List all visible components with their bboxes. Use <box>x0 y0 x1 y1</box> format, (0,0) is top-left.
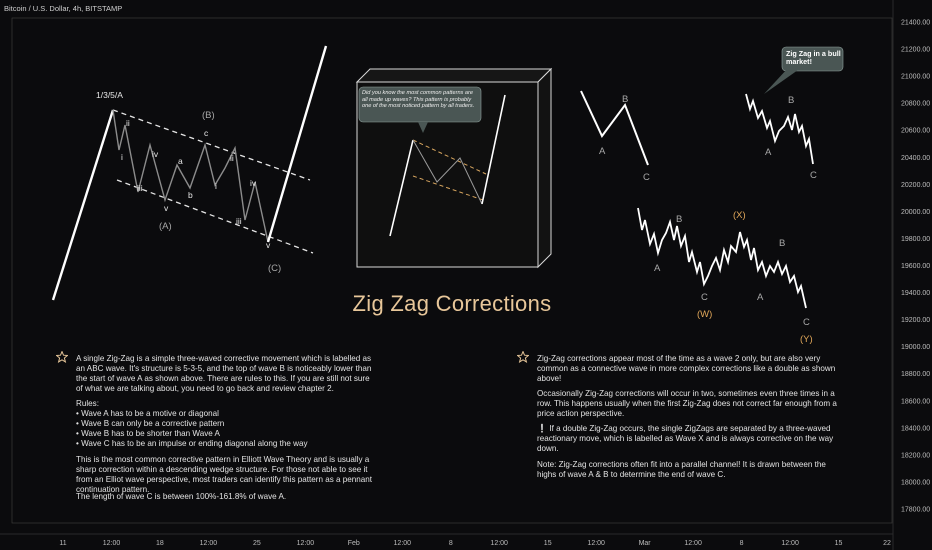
sub-label: ii <box>230 153 234 163</box>
time-tick-label: Mar <box>638 540 651 547</box>
time-tick-label: 11 <box>59 540 67 547</box>
price-tick-label: 18600.00 <box>901 398 931 406</box>
sub-label: iii <box>137 183 143 193</box>
time-tick-label: 12:00 <box>199 540 218 547</box>
time-tick-label: 22 <box>883 540 891 547</box>
time-tick-label: 18 <box>156 540 164 547</box>
sub-label: i <box>215 181 217 191</box>
box-top-face <box>357 69 551 82</box>
dz-label-w: (W) <box>697 309 713 320</box>
dz-label-y: (Y) <box>800 334 813 345</box>
left-paragraph-1: A single Zig-Zag is a simple three-waved corrective movement which is labelled as an ABC wave. It's structure is 5-3-5, and the top of wave B is noticeably lower than the start of wave A as shown above. There are rules to this. If you are still not sure of what we are talking about, you need to go back and review chapter 2. <box>76 354 374 393</box>
price-tick-label: 19000.00 <box>901 344 931 352</box>
small-pattern-2 <box>746 47 843 181</box>
time-tick-label: 12:00 <box>587 540 605 547</box>
dz-label-x: (X) <box>733 210 746 221</box>
time-tick-label: 12:00 <box>684 540 702 547</box>
star-icon <box>56 351 68 363</box>
time-tick-label: Feb <box>347 540 360 547</box>
dz-label-b2: B <box>779 238 786 249</box>
time-tick-label: 8 <box>448 540 453 547</box>
double-zigzag <box>638 208 813 345</box>
price-tick-label: 17800.00 <box>901 506 931 514</box>
rule-item: • Wave C has to be an impulse or ending diagonal along the way <box>76 439 308 448</box>
sub-label: b <box>188 190 193 200</box>
price-axis[interactable] <box>901 20 930 514</box>
double-zigzag-path <box>638 208 806 308</box>
bull-bubble-tail <box>764 68 798 94</box>
price-tick-label: 19600.00 <box>901 263 931 270</box>
price-tick-label: 18400.00 <box>901 425 931 433</box>
right-paragraph-3: ❕ If a double Zig-Zag occurs, the single ZigZags are separated by a three-waved reactionary move, which is labelled as Wave X and is always corrective on the way down. <box>537 424 836 453</box>
dz-label-c1: C <box>701 292 708 303</box>
star-icon <box>517 351 529 363</box>
price-tick-label: 20200.00 <box>901 181 931 189</box>
dz-label-a2: A <box>757 292 764 303</box>
price-tick-label: 19200.00 <box>901 317 931 325</box>
label-1-3-5-a: 1/3/5/A <box>96 90 123 100</box>
label-big-b: (B) <box>202 110 215 121</box>
right-paragraph-4: Note: Zig-Zag corrections often fit into a parallel channel! It is drawn between the highs of wave A & B to determine the end of wave C. <box>537 460 829 479</box>
time-axis[interactable] <box>59 540 891 547</box>
price-tick-label: 19800.00 <box>901 235 931 243</box>
time-tick-label: 25 <box>253 540 261 547</box>
pattern-1-path <box>581 91 648 165</box>
price-tick-label: 18800.00 <box>901 371 931 379</box>
main-pattern <box>53 46 326 300</box>
pattern-2-path <box>746 94 813 164</box>
sub-label: a <box>178 156 183 166</box>
time-tick-label: 12:00 <box>296 540 315 547</box>
rule-item: • Wave B has to be shorter than Wave A <box>76 429 220 438</box>
small-pattern-1 <box>581 91 650 183</box>
price-tick-label: 21400.00 <box>901 19 931 27</box>
sub-label: iv <box>152 149 159 159</box>
rules-title: Rules: <box>76 399 99 408</box>
time-tick-label: 15 <box>834 540 843 547</box>
box-side-face <box>538 69 551 267</box>
time-tick-label: 12:00 <box>102 540 121 547</box>
time-tick-label: 12:00 <box>490 540 508 547</box>
sub-label: v <box>164 203 169 213</box>
left-paragraph-3: The length of wave C is between 100%-161.8% of wave A. <box>76 492 287 501</box>
sub-label: iii <box>236 216 242 226</box>
right-paragraph-2: Occasionally Zig-Zag corrections will occur in two, sometimes even three times in a row. This happens usually when the first Zig-Zag does not correct far enough from a price action perspective. <box>537 389 840 418</box>
p1-label-b: B <box>622 94 629 105</box>
dz-label-a1: A <box>654 263 661 274</box>
price-tick-label: 21000.00 <box>901 73 931 81</box>
price-tick-label: 20000.00 <box>901 208 931 216</box>
price-tick-label: 20600.00 <box>901 127 931 135</box>
sub-label: c <box>204 128 209 138</box>
impulse-leg-final <box>268 46 326 242</box>
time-tick-label: 12:00 <box>393 540 412 547</box>
price-tick-label: 21200.00 <box>901 46 931 54</box>
label-big-c: (C) <box>268 263 282 274</box>
p2-label-b: B <box>788 95 795 106</box>
symbol-header[interactable]: Bitcoin / U.S. Dollar, 4h, BITSTAMP <box>4 4 123 13</box>
left-paragraph-2: This is the most common corrective pattern in Elliott Wave Theory and is usually a sharp correction within a descending wedge structure. For those not able to see it from an Elliot wave perspective, most traders can identify this pattern as a pennant continuation pattern. <box>76 455 375 494</box>
price-tick-label: 18200.00 <box>901 452 931 460</box>
inset-bubble-text: Did you know the most common patterns are all made up waves? This pattern is probably one of the most noticed pattern by all traders. <box>362 90 475 110</box>
p1-label-c: C <box>643 172 650 183</box>
dz-label-b1: B <box>676 214 683 225</box>
dz-label-c2: C <box>803 317 810 328</box>
bull-bubble-text: Zig Zag in a bull market! <box>786 49 841 66</box>
rule-item: • Wave B can only be a corrective pattern <box>76 419 225 428</box>
p1-label-a: A <box>599 146 606 157</box>
sub-label: iv <box>250 178 257 188</box>
p2-label-a: A <box>765 147 772 158</box>
price-tick-label: 20400.00 <box>901 154 931 162</box>
rule-item: • Wave A has to be a motive or diagonal <box>76 409 219 418</box>
chart-title: Zig Zag Corrections <box>352 291 552 316</box>
price-tick-label: 19400.00 <box>901 290 931 298</box>
time-tick-label: 12:00 <box>781 540 799 547</box>
time-tick-label: 8 <box>739 540 744 547</box>
label-big-a: (A) <box>159 221 172 232</box>
sub-label: i <box>121 152 123 162</box>
time-tick-label: 15 <box>543 540 552 547</box>
sub-label: ii <box>126 118 130 128</box>
price-tick-label: 18000.00 <box>901 479 931 487</box>
right-paragraph-1: Zig-Zag corrections appear most of the time as a wave 2 only, but are also very common as a connective wave in more complex corrections like a double as shown above! <box>537 354 838 383</box>
sub-label: v <box>266 240 271 250</box>
correction-path <box>113 110 268 242</box>
p2-label-c: C <box>810 170 817 181</box>
price-tick-label: 20800.00 <box>901 100 931 108</box>
impulse-leg-up <box>53 110 113 300</box>
